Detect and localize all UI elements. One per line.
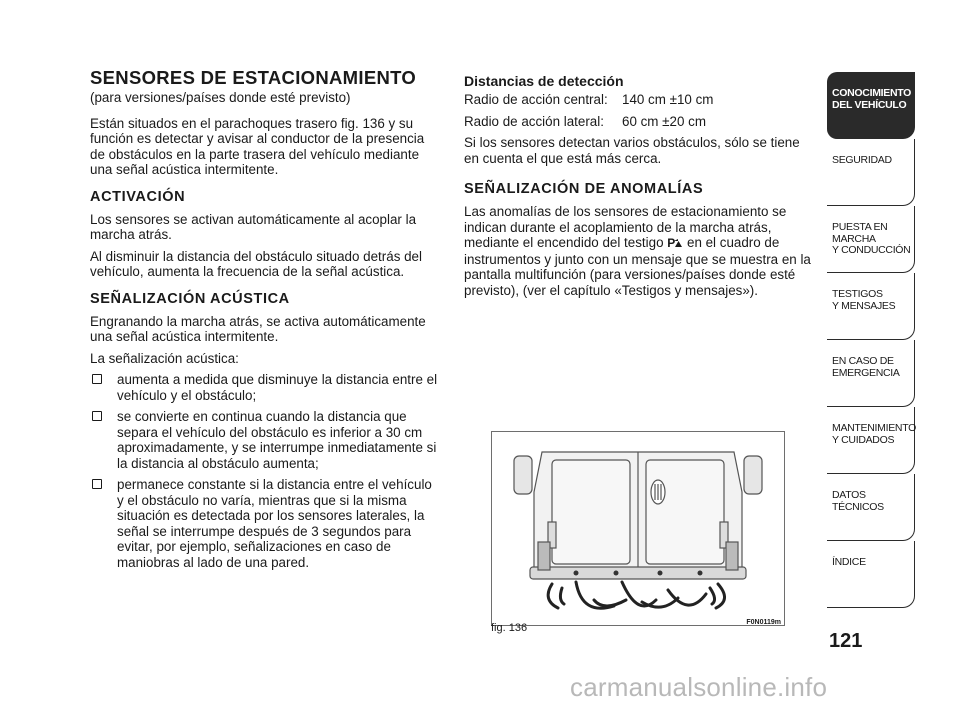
chapter-tabs (827, 72, 915, 608)
heading-anomalias: SEÑALIZACIÓN DE ANOMALÍAS (464, 181, 704, 197)
tab-conocimiento-del-vehiculo[interactable]: CONOCIMIENTO DEL VEHÍCULO (827, 72, 915, 139)
section-acustica (90, 290, 442, 571)
tab-seguridad[interactable]: SEGURIDAD (827, 139, 915, 206)
figure-caption (491, 619, 783, 634)
heading-activacion: ACTIVACIÓN (90, 188, 186, 205)
section-activacion (90, 188, 442, 280)
bullet-text: se convierte en continua cuando la distancia que separa el vehículo del obstáculo es inferior a 30 cm aproximadamente, y se interrumpe inmediatamente si la distancia al obstáculo aumenta; (117, 409, 437, 471)
tab-indice[interactable]: ÍNDICE (827, 541, 915, 608)
page-title: SENSORES DE ESTACIONAMIENTO (90, 67, 417, 88)
distance-row-central (464, 92, 816, 108)
acustica-bullet-list (90, 372, 442, 570)
warning-icon-letter: P (667, 236, 675, 250)
page-number: 121 (829, 630, 863, 652)
subtitle: (para versiones/países donde esté previsto) (90, 90, 351, 105)
figure-rear-bumper-sensors (491, 431, 785, 626)
distance-label: Radio de acción lateral: (464, 113, 604, 129)
checkbox-bullet-icon (92, 374, 102, 384)
activacion-paragraph-1: Los sensores se activan automáticamente al acoplar la marcha atrás. (90, 211, 417, 242)
acustica-paragraph-2: La señalización acústica: (90, 350, 239, 366)
parking-sensor-warning-icon (667, 236, 683, 252)
acustica-paragraph-1: Engranando la marcha atrás, se activa automáticamente una señal acústica intermitente. (90, 313, 426, 344)
tab-puesta-en-marcha[interactable]: PUESTA EN MARCHA Y CONDUCCIÓN (827, 206, 915, 273)
list-item (90, 409, 442, 471)
list-item (90, 477, 442, 570)
distance-value: 140 cm ±10 cm (622, 92, 714, 107)
watermark: carmanualsonline.info (570, 672, 828, 702)
bullet-text: aumenta a medida que disminuye la distancia entre el vehículo y el obstáculo; (117, 372, 438, 403)
van-rear-illustration (492, 432, 784, 625)
activacion-paragraph-2: Al disminuir la distancia del obstáculo situado detrás del vehículo, aumenta la frecuencia de la señal acústica. (90, 248, 422, 279)
heading-acustica: SEÑALIZACIÓN ACÚSTICA (90, 290, 290, 307)
right-column (464, 72, 816, 304)
section-anomalias (464, 180, 816, 298)
figure-code: F0N0119m (746, 619, 781, 626)
tab-datos-tecnicos[interactable]: DATOS TÉCNICOS (827, 474, 915, 541)
distance-label: Radio de acción central: (464, 92, 608, 107)
checkbox-bullet-icon (92, 479, 102, 489)
bullet-text: permanece constante si la distancia entre el vehículo y el obstáculo no varía, mientras que si la misma situación es detectada por los sensores laterales, la señal se interrumpe después de 3 segundos para evitar, por ejemplo, señalizaciones en caso de maniobras al lado de una pared. (117, 477, 432, 570)
distance-value: 60 cm ±20 cm (622, 113, 706, 129)
left-column (90, 68, 442, 576)
distancias-note: Si los sensores detectan varios obstáculos, sólo se tiene en cuenta el que está más cerca. (464, 135, 800, 166)
tab-mantenimiento[interactable]: MANTENIMIENTO Y CUIDADOS (827, 407, 915, 474)
tab-testigos-y-mensajes[interactable]: TESTIGOS Y MENSAJES (827, 273, 915, 340)
tab-en-caso-de-emergencia[interactable]: EN CASO DE EMERGENCIA (827, 340, 915, 407)
anomalias-text-after: en el cuadro de instrumentos y junto con un mensaje que se muestra en la pantalla multifunción (para versiones/países donde esté previsto), (ver el capítulo «Testigos y mensajes»). (464, 235, 811, 298)
list-item (90, 372, 442, 403)
checkbox-bullet-icon (92, 411, 102, 421)
intro-paragraph: Están situados en el parachoques trasero fig. 136 y su función es detectar y avisar al conductor de la presencia de obstáculos en la parte trasera del vehículo mediante una señal acústica intermitente. (90, 115, 425, 177)
anomalias-text-before: Las anomalías de los sensores de estacionamiento se indican durante el acoplamiento de la marcha atrás, mediante el encendido del testigo (464, 204, 787, 250)
distance-row-lateral (464, 114, 816, 130)
heading-distancias: Distancias de detección (464, 73, 624, 89)
figure-caption-label: fig. 136 (491, 622, 528, 634)
anomalias-paragraph (464, 204, 816, 298)
